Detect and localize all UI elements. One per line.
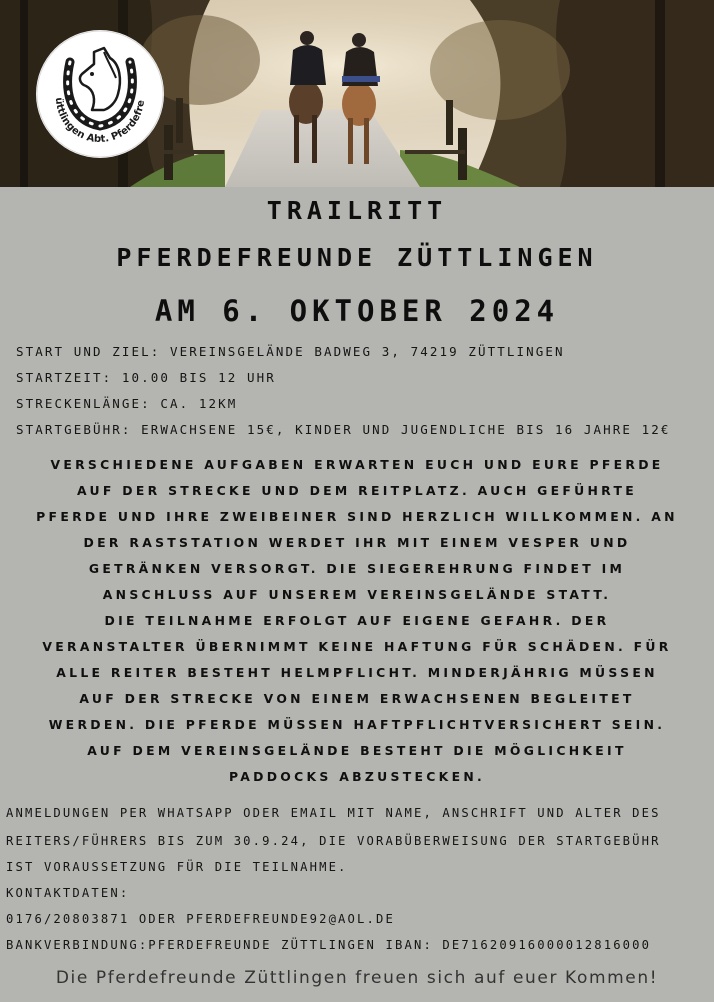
event-description: [0, 452, 714, 790]
event-title: TRAILRITT: [266, 196, 448, 225]
description-line: VERSCHIEDENE AUFGABEN ERWARTEN EUCH UND EURE PFERDE: [50, 457, 664, 472]
description-line: AUF DER STRECKE UND DEM REITPLATZ. AUCH GEFÜHRTE: [77, 483, 637, 498]
closing-message: Die Pferdefreunde Züttlingen freuen sich auf euer Kommen!: [55, 968, 659, 988]
info-route-length: STRECKENLÄNGE: CA. 12KM: [16, 396, 238, 411]
description-line: AUF DER STRECKE VON EINEM ERWACHSENEN BEGLEITET: [79, 691, 635, 706]
registration-line: ANMELDUNGEN PER WHATSAPP ODER EMAIL MIT NAME, ANSCHRIFT UND ALTER DES: [6, 806, 661, 820]
description-line: DIE TEILNAHME ERFOLGT AUF EIGENE GEFAHR. DER: [104, 613, 610, 628]
info-start-finish: START UND ZIEL: VEREINSGELÄNDE BADWEG 3, 74219 ZÜTTLINGEN: [16, 344, 565, 359]
info-start-fee: STARTGEBÜHR: ERWACHSENE 15€, KINDER UND JUGENDLICHE BIS 16 JAHRE 12€: [16, 422, 671, 437]
club-name-heading: PFERDEFREUNDE ZÜTTLINGEN: [116, 243, 598, 272]
description-line: ALLE REITER BESTEHT HELMPFLICHT. MINDERJÄHRIG MÜSSEN: [56, 665, 658, 680]
logo-text: üttlingen Abt. Pferdefre: [52, 97, 148, 146]
contact-phone-email: 0176/20803871 ODER PFERDEFREUNDE92@AOL.DE: [6, 912, 395, 926]
description-line: AUF DEM VEREINSGELÄNDE BESTEHT DIE MÖGLICHKEIT: [87, 743, 627, 758]
horseshoe-horse-logo-icon: [34, 28, 166, 160]
description-line: WERDEN. DIE PFERDE MÜSSEN HAFTPFLICHTVERSICHERT SEIN.: [48, 717, 666, 732]
event-date-heading: AM 6. OKTOBER 2024: [154, 294, 560, 328]
contact-heading: KONTAKTDATEN:: [6, 886, 130, 900]
registration-line: IST VORAUSSETZUNG FÜR DIE TEILNAHME.: [6, 860, 348, 874]
description-line: PFERDE UND IHRE ZWEIBEINER SIND HERZLICH WILLKOMMEN. AN: [36, 509, 678, 524]
description-line: ANSCHLUSS AUF UNSEREM VEREINSGELÄNDE STATT.: [102, 587, 612, 602]
registration-line: REITERS/FÜHRERS BIS ZUM 30.9.24, DIE VORABÜBERWEISUNG DER STARTGEBÜHR: [6, 834, 661, 848]
club-logo: [34, 28, 166, 160]
info-start-time: STARTZEIT: 10.00 BIS 12 UHR: [16, 370, 276, 385]
description-line: VERANSTALTER ÜBERNIMMT KEINE HAFTUNG FÜR SCHÄDEN. FÜR: [42, 639, 672, 654]
description-line: DER RASTSTATION WERDET IHR MIT EINEM VESPER UND: [83, 535, 631, 550]
description-line: PADDOCKS ABZUSTECKEN.: [228, 769, 486, 784]
description-line: GETRÄNKEN VERSORGT. DIE SIEGEREHRUNG FINDET IM: [88, 561, 626, 576]
bank-details: BANKVERBINDUNG:PFERDEFREUNDE ZÜTTLINGEN IBAN: DE71620916000012816000: [6, 938, 652, 952]
